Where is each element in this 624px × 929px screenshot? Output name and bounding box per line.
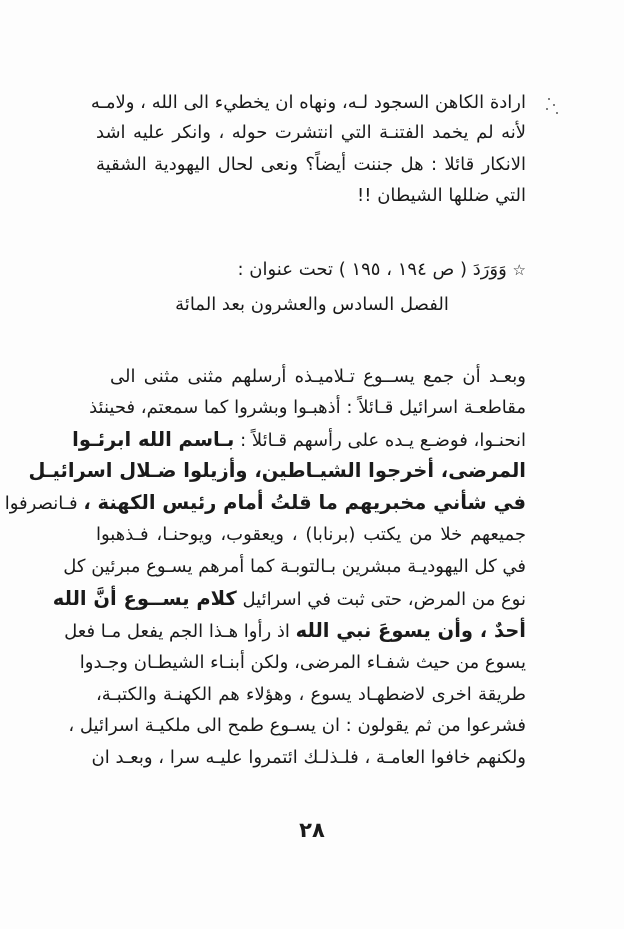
text-line: فشرعوا من ثم يقولون : ان يسـوع طمح الى ملكيـة اسرائيل ، <box>68 715 526 736</box>
text-line: مقاطعـة اسرائيل قـائلاً : أذهبـوا وبشروا كما سمعتم، فحينئذ <box>89 397 526 418</box>
text-line: التي ضللها الشيطان !! <box>357 185 526 206</box>
text-line: الانكار قائلا : هل جننت أيضاً؟ ونعى لحال اليهودية الشقية <box>96 154 526 175</box>
text-span: انحنـوا، فوضـع يـده على رأسهم قـائلاً : <box>240 430 526 451</box>
text-line <box>72 425 526 456</box>
text-line <box>52 584 526 615</box>
bold-quote: في شأني مخبريهم ما قلتُ أمام رئيس الكهنة ، <box>83 491 526 514</box>
text-line: ولكنهم خافوا العامـة ، فلـذلـك ائتمروا عليـه سرا ، وبعـد ان <box>91 747 526 768</box>
bold-quote-line: المرضى، أخرجوا الشيـاطين، وأزيلوا ضـلال اسرائيـل <box>28 459 526 482</box>
reference-text: وَوَرَدَ ( ص ١٩٤ ، ١٩٥ ) تحت عنوان : <box>237 259 507 280</box>
text-line: في كل اليهوديـة مبشرين بـالتوبـة كما أمرهم يسـوع مبرئين كل <box>63 556 526 577</box>
scan-speck <box>548 98 550 100</box>
bold-quote: بـاسم الله ابرئـوا <box>72 428 235 451</box>
text-span: نوع من المرض، حتى ثبت في اسرائيل <box>242 589 526 610</box>
text-span: اذ رأوا هـذا الجم يفعل مـا فعل <box>64 621 290 642</box>
text-line: ارادة الكاهن السجود لـه، ونهاه ان يخطيء الى الله ، ولامـه <box>90 92 526 113</box>
text-line: وبعـد أن جمع يســوع تـلاميـذه أرسلهم مثنى مثنى الى <box>110 366 526 387</box>
reference-line <box>96 255 526 285</box>
text-line <box>4 488 526 519</box>
scan-speck <box>546 108 548 110</box>
text-span: فـانصرفوا <box>4 493 78 514</box>
text-line: طريقة اخرى لاضطهـاد يسوع ، وهؤلاء هم الكهنـة والكتبـة، <box>96 684 526 705</box>
scan-speck <box>553 104 555 106</box>
bold-quote: أحدٌ ، وأن يسوعَ نبي الله <box>295 619 526 642</box>
page-number: ٢٨ <box>299 818 325 842</box>
text-line: جميعهم خلا من يكتب (برنابا) ، ويعقوب، ويوحنـا، فـذهبوا <box>96 524 526 545</box>
text-line: لأنه لم يخمد الفتنـة التي انتشرت حوله ، وانكر عليه اشد <box>96 122 526 143</box>
scan-speck <box>556 112 558 114</box>
chapter-title: الفصل السادس والعشرون بعد المائة <box>175 294 449 315</box>
text-line: يسوع من حيث شفـاء المرضى، ولكن أبنـاء الشيطـان وجـدوا <box>79 652 526 673</box>
text-line <box>64 616 526 647</box>
bold-quote: كلام يســوع أنَّ الله <box>52 587 237 610</box>
star-icon: ☆ <box>512 261 526 279</box>
